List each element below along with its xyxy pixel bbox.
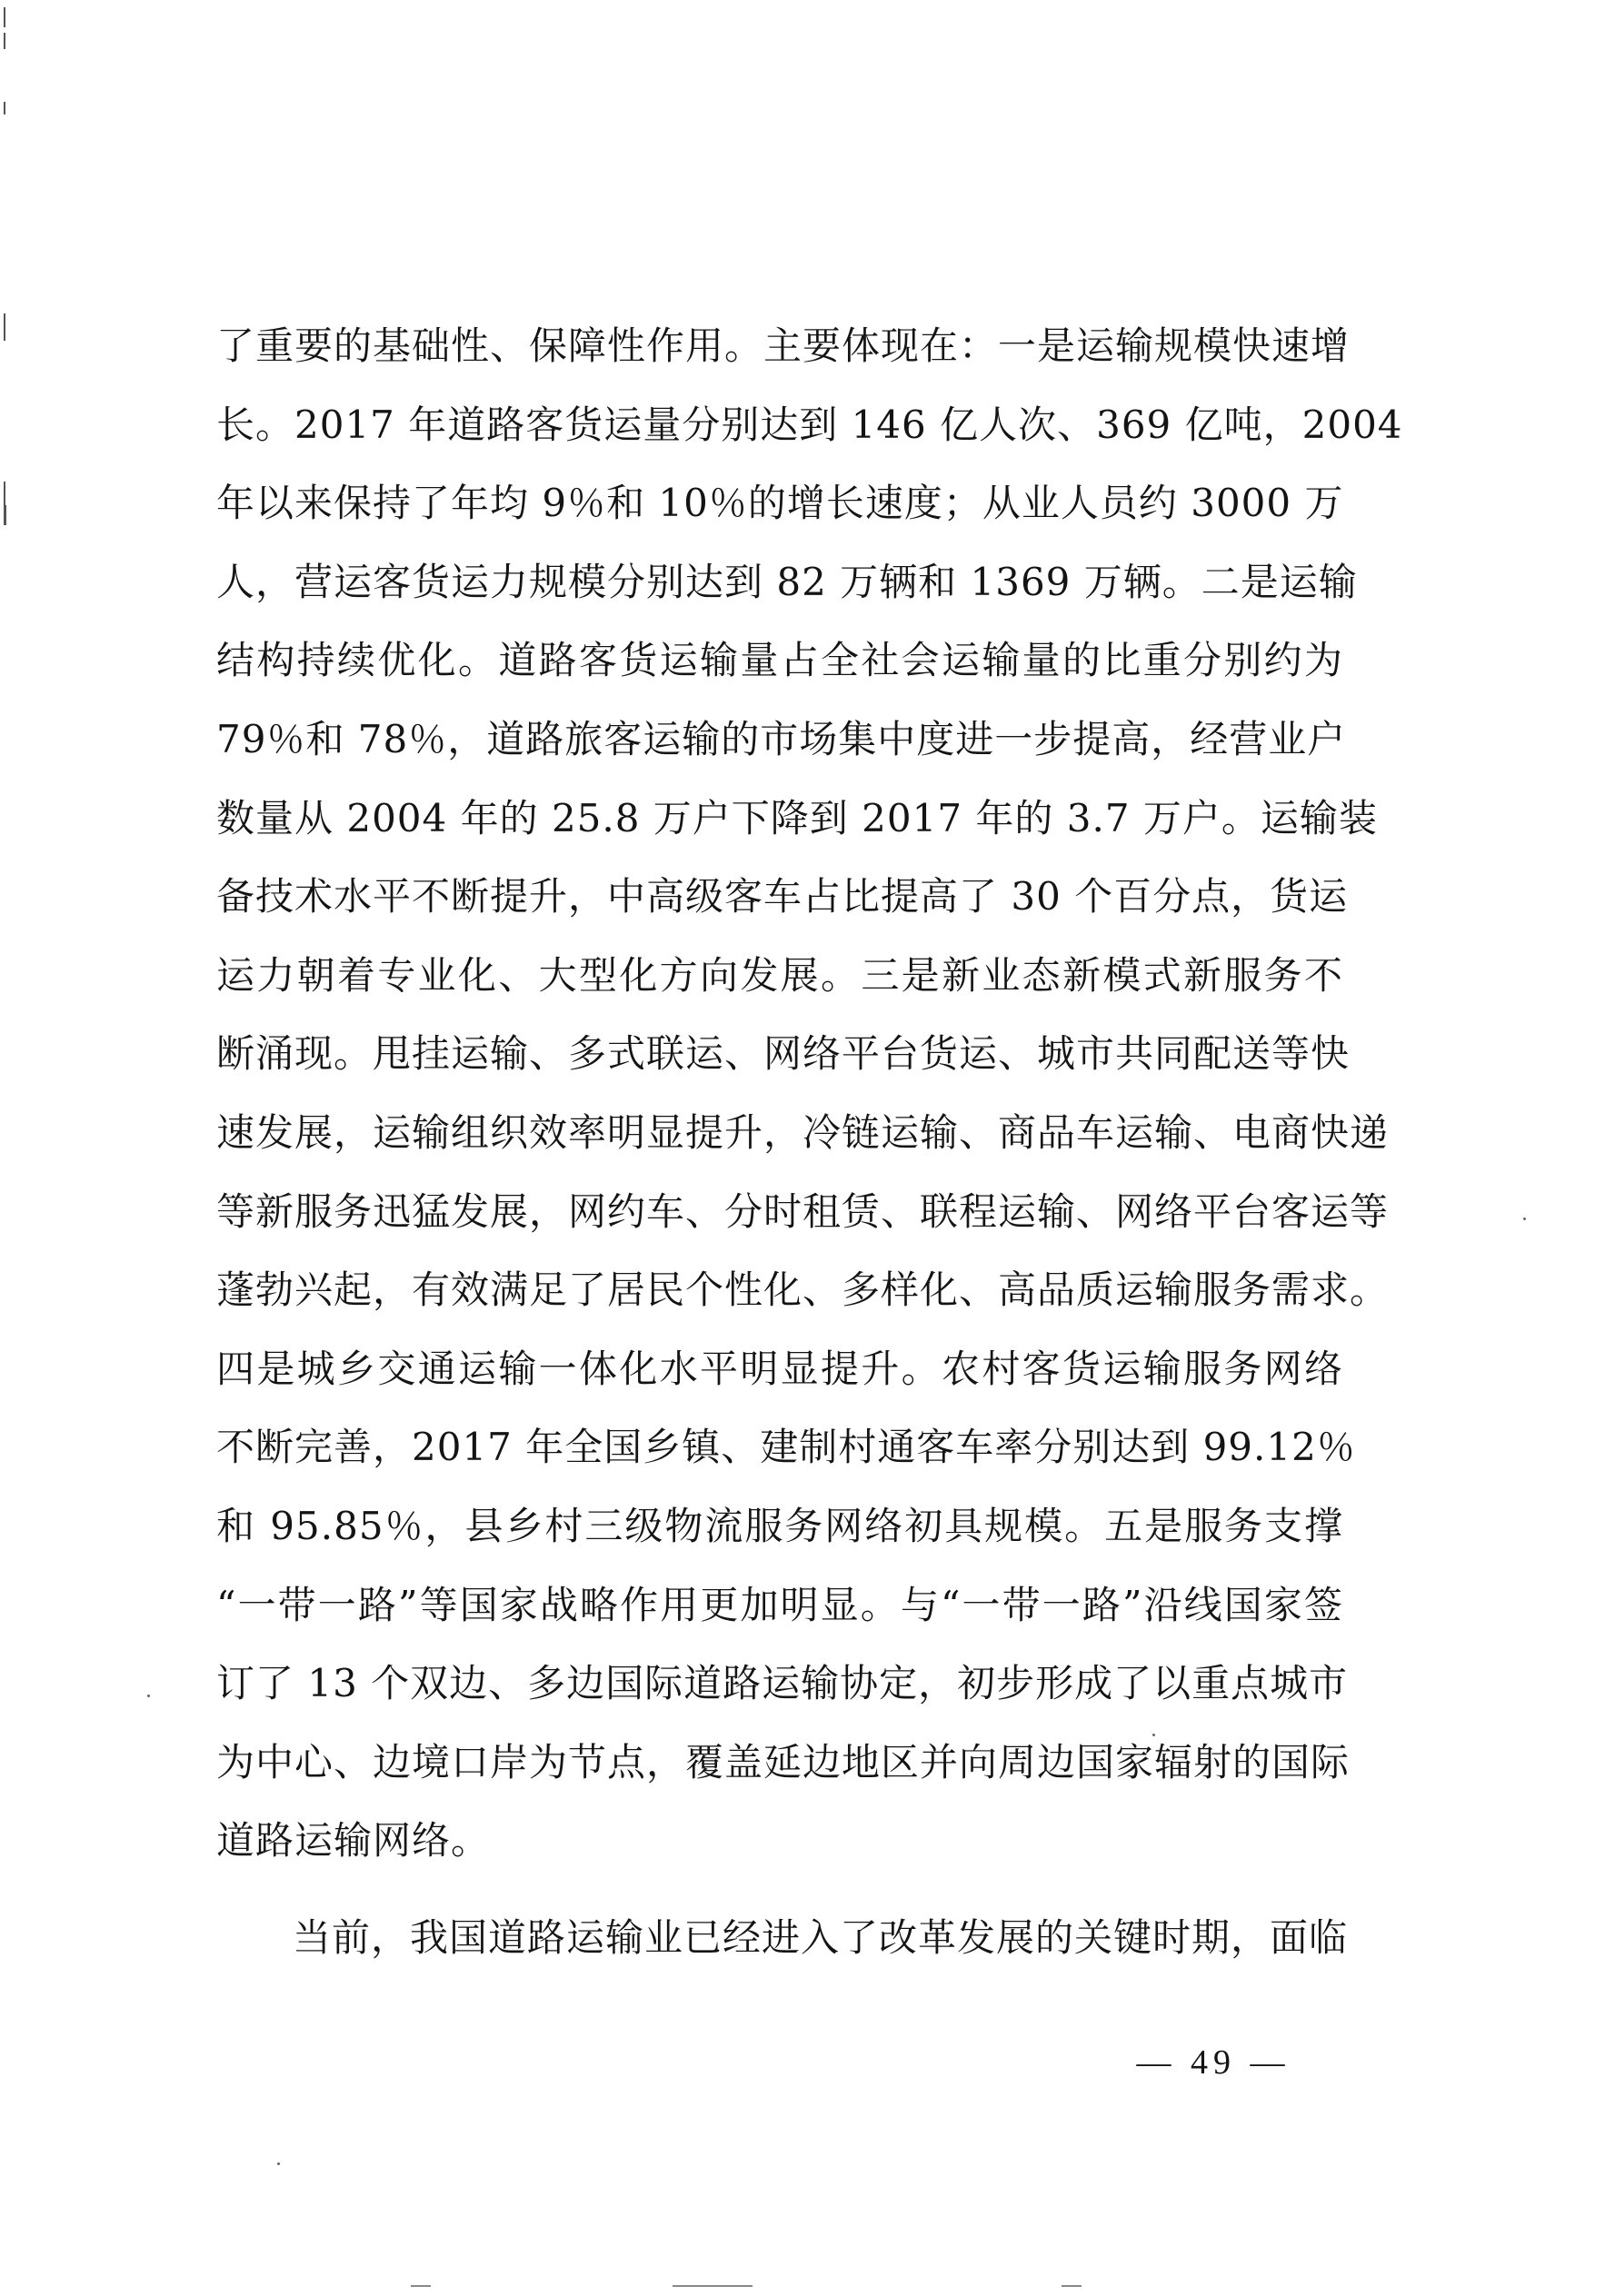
text-line: 数量从 2004 年的 25.8 万户下降到 2017 年的 3.7 万户。运输装 [216, 795, 1378, 840]
scan-artifact [4, 102, 5, 114]
text-line: 长。2017 年道路客货运量分别达到 146 亿人次、369 亿吨，2004 [216, 402, 1403, 447]
scan-speck [147, 1695, 150, 1697]
text-line: 人，营运客货运力规模分别达到 82 万辆和 1369 万辆。二是运输 [216, 559, 1358, 604]
text-line: 了重要的基础性、保障性作用。主要体现在：一是运输规模快速增 [216, 323, 1351, 368]
paragraph-1 [216, 307, 1403, 1881]
text-line: 当前，我国道路运输业已经进入了改革发展的关键时期，面临 [293, 1914, 1349, 1960]
text-line: 四是城乡交通运输一体化水平明显提升。农村客货运输服务网络 [216, 1346, 1343, 1391]
scan-artifact [4, 505, 6, 525]
text-line: “一带一路”等国家战略作用更加明显。与“一带一路”沿线国家签 [216, 1582, 1343, 1627]
text-line: 速发展，运输组织效率明显提升，冷链运输、商品车运输、电商快递 [216, 1109, 1390, 1155]
text-line: 不断完善，2017 年全国乡镇、建制村通客车率分别达到 99.12％ [216, 1425, 1356, 1470]
scan-artifact [4, 7, 5, 27]
page-number: — 49 — [1136, 2043, 1291, 2082]
body-text [216, 307, 1403, 1977]
text-line: 79％和 78％，道路旅客运输的市场集中度进一步提高，经营业户 [216, 716, 1347, 761]
text-line: 断涌现。甩挂运输、多式联运、网络平台货运、城市共同配送等快 [216, 1031, 1351, 1077]
paragraph-2 [216, 1899, 1349, 1978]
text-line: 蓬勃兴起，有效满足了居民个性化、多样化、高品质运输服务需求。 [216, 1267, 1390, 1313]
text-line: 道路运输网络。 [216, 1818, 491, 1864]
text-line: 和 95.85％，县乡村三级物流服务网络初具规模。五是服务支撑 [216, 1503, 1343, 1548]
scan-speck [1523, 1218, 1526, 1220]
scan-artifact [4, 313, 5, 341]
scan-artifact [411, 2285, 431, 2287]
text-line: 备技术水平不断提升，中高级客车占比提高了 30 个百分点，货运 [216, 874, 1349, 919]
text-line: 订了 13 个双边、多边国际道路运输协定，初步形成了以重点城市 [216, 1661, 1349, 1706]
scan-artifact [673, 2285, 753, 2287]
text-line: 年以来保持了年均 9％和 10％的增长速度；从业人员约 3000 万 [216, 481, 1344, 526]
text-line: 等新服务迅猛发展，网约车、分时租赁、联程运输、网络平台客运等 [216, 1188, 1390, 1234]
text-line: 运力朝着专业化、大型化方向发展。三是新业态新模式新服务不 [216, 952, 1343, 998]
scan-artifact [1062, 2285, 1082, 2287]
scan-speck [277, 2162, 280, 2165]
text-line: 为中心、边境口岸为节点，覆盖延边地区并向周边国家辐射的国际 [216, 1739, 1351, 1784]
text-line: 结构持续优化。道路客货运输量占全社会运输量的比重分别约为 [216, 638, 1343, 683]
scan-artifact [4, 33, 5, 49]
